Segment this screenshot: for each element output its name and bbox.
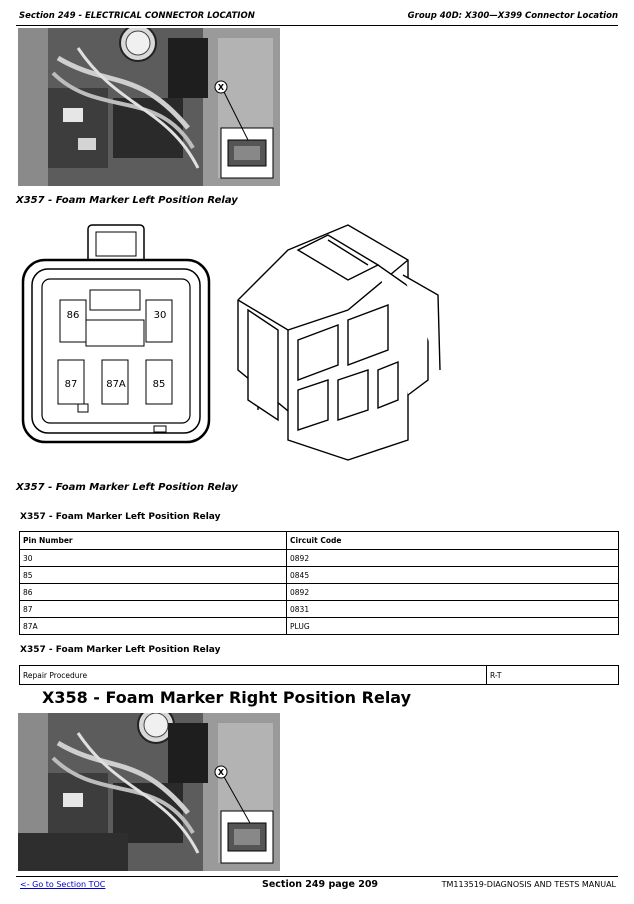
table-row (20, 601, 619, 618)
pin-cell: 86 (20, 584, 287, 601)
table-row (20, 567, 619, 584)
repair-procedure-value: R-T (487, 666, 619, 685)
circuit-cell: 0892 (287, 584, 619, 601)
figure-caption-x357-bottom: X357 - Foam Marker Left Position Relay (16, 482, 238, 493)
pin-table-title: X357 - Foam Marker Left Position Relay (20, 512, 221, 522)
pin-cell: 87A (20, 618, 287, 635)
pin-table (19, 531, 619, 635)
figure-caption-x357-top: X357 - Foam Marker Left Position Relay (16, 195, 238, 206)
footer-page-number: Section 249 page 209 (262, 879, 379, 890)
pin-cell: 85 (20, 567, 287, 584)
circuit-cell: 0892 (287, 550, 619, 567)
pin-87a-label: 87A (106, 379, 126, 390)
header-circuit-code: Circuit Code (287, 532, 619, 550)
pin-86-label: 86 (66, 310, 80, 321)
callout-label: X (217, 83, 225, 92)
pin-30-label: 30 (153, 310, 167, 321)
go-to-section-toc-link[interactable]: <- Go to Section TOC (20, 880, 106, 889)
footer-manual-id: TM113519-DIAGNOSIS AND TESTS MANUAL (441, 880, 616, 889)
connector-location-photo-bottom (18, 713, 280, 871)
circuit-cell: 0831 (287, 601, 619, 618)
pin-cell: 30 (20, 550, 287, 567)
circuit-cell: 0845 (287, 567, 619, 584)
table-row (20, 584, 619, 601)
pin-87-label: 87 (64, 379, 78, 390)
header-rule (16, 25, 618, 26)
connector-location-photo-top (18, 28, 280, 186)
pin-cell: 87 (20, 601, 287, 618)
repair-table (19, 665, 619, 685)
repair-procedure-label: Repair Procedure (20, 666, 487, 685)
header-section-title: Section 249 - ELECTRICAL CONNECTOR LOCATION (19, 11, 255, 21)
pin-85-label: 85 (152, 379, 166, 390)
x358-section-title: X358 - Foam Marker Right Position Relay (42, 688, 412, 707)
table-row (20, 618, 619, 635)
repair-table-title: X357 - Foam Marker Left Position Relay (20, 645, 221, 655)
header-group-title: Group 40D: X300—X399 Connector Location (407, 11, 618, 21)
callout-label: X (217, 768, 225, 777)
header-pin-number: Pin Number (20, 532, 287, 550)
x357-connector-iso-diagram (228, 220, 448, 465)
table-header-row (20, 532, 619, 550)
footer-rule (16, 876, 618, 877)
table-row (20, 550, 619, 567)
x357-connector-face-diagram (18, 220, 218, 445)
circuit-cell: PLUG (287, 618, 619, 635)
table-row (20, 666, 619, 685)
